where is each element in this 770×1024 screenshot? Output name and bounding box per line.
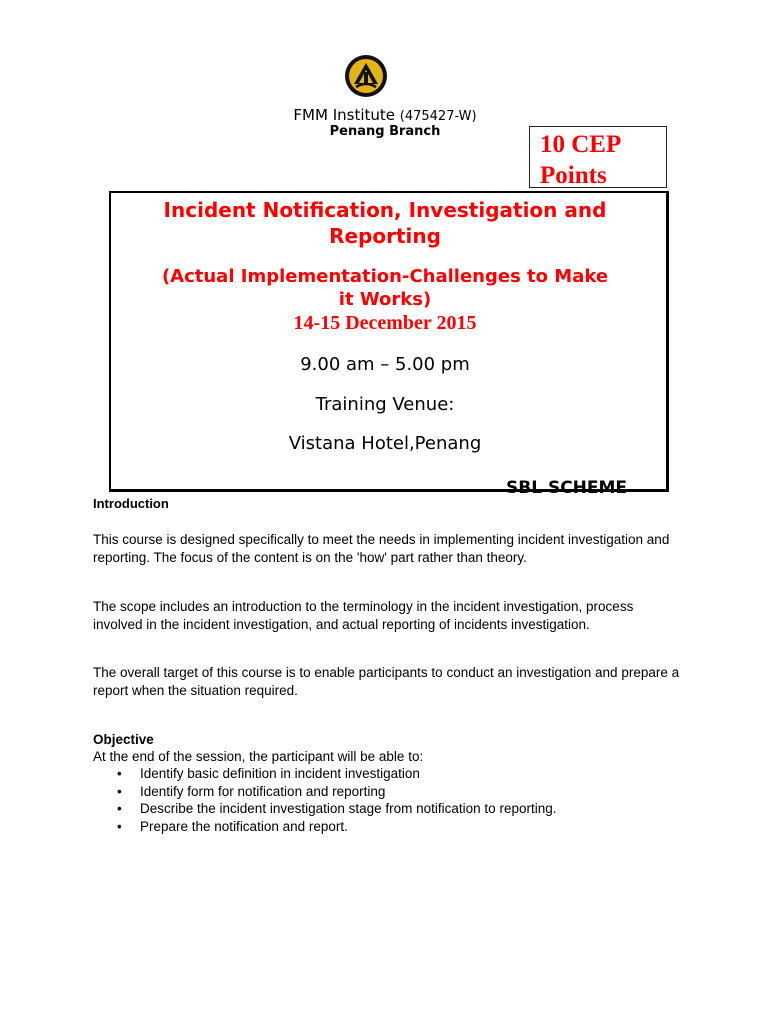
bullet-icon: • bbox=[117, 783, 122, 799]
objective-item bbox=[117, 765, 556, 783]
course-time: 9.00 am – 5.00 pm bbox=[300, 354, 470, 375]
introduction-paragraph-1: This course is designed specifically to meet the needs in implementing incident investigation and reporting. The focus of the content is on the 'how' part rather than theory. bbox=[93, 532, 670, 565]
objective-item-text: Identify form for notification and reporting bbox=[140, 783, 386, 799]
objective-item bbox=[117, 818, 556, 836]
course-subtitle-line-2: it Works) bbox=[338, 289, 432, 310]
course-subtitle-line-1: (Actual Implementation-Challenges to Make bbox=[161, 266, 609, 287]
course-dates: 14-15 December 2015 bbox=[293, 312, 477, 334]
registration-number: (475427-W) bbox=[399, 109, 477, 124]
objective-item-text: Describe the incident investigation stage from notification to reporting. bbox=[140, 801, 557, 817]
scheme-label: SBL SCHEME bbox=[506, 478, 628, 498]
venue-label: Training Venue: bbox=[315, 394, 455, 415]
course-title-line-2: Reporting bbox=[329, 224, 441, 248]
institute-label: FMM Institute bbox=[293, 106, 395, 124]
objective-item-text: Prepare the notification and report. bbox=[140, 818, 348, 834]
bullet-icon: • bbox=[117, 766, 122, 781]
course-subtitle bbox=[110, 265, 660, 311]
objective-intro: At the end of the session, the participant will be able to: bbox=[93, 749, 424, 764]
cep-points-badge bbox=[529, 126, 667, 188]
objective-item bbox=[117, 783, 556, 801]
cep-line-1: 10 CEP bbox=[540, 131, 622, 158]
objective-heading: Objective bbox=[93, 732, 154, 747]
introduction-heading: Introduction bbox=[93, 496, 169, 511]
course-title-line-1: Incident Notification, Investigation and bbox=[163, 198, 607, 222]
introduction-paragraph-3: The overall target of this course is to enable participants to conduct an investigation and prepare a report when the situation required. bbox=[93, 665, 680, 698]
course-title bbox=[110, 197, 660, 249]
institute-name bbox=[0, 106, 770, 124]
objective-item-text: Identify basic definition in incident investigation bbox=[140, 766, 420, 781]
objective-item bbox=[117, 800, 556, 818]
bullet-icon: • bbox=[117, 818, 122, 834]
venue-name: Vistana Hotel,Penang bbox=[288, 433, 482, 454]
introduction-paragraph-2: The scope includes an introduction to the terminology in the incident investigation, process involved in the incident investigation, and actual reporting of incidents investigation. bbox=[93, 599, 634, 632]
fmm-logo-icon bbox=[344, 54, 388, 98]
cep-points-text bbox=[540, 129, 621, 191]
branch-name: Penang Branch bbox=[329, 124, 441, 139]
bullet-icon: • bbox=[117, 801, 122, 817]
cep-line-2: Points bbox=[540, 162, 607, 189]
objective-list bbox=[117, 765, 556, 835]
